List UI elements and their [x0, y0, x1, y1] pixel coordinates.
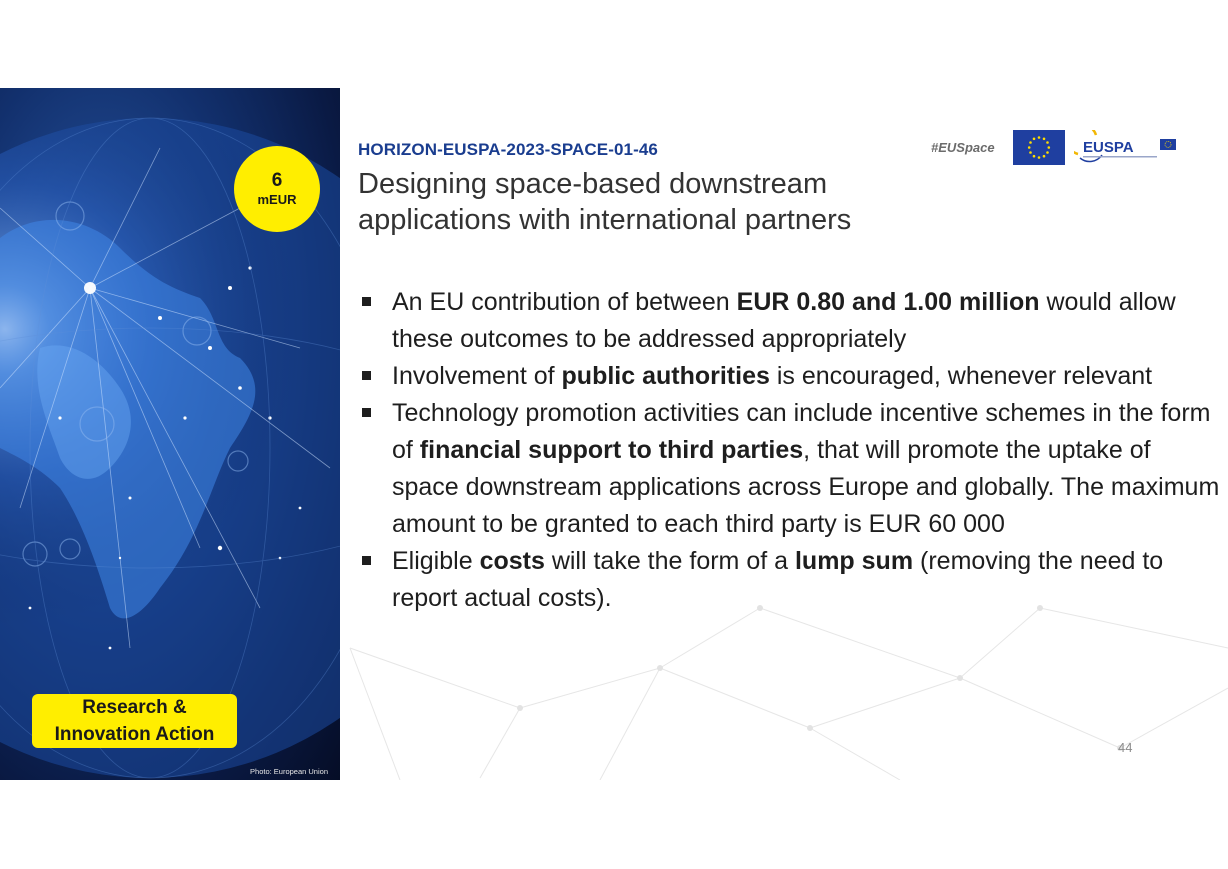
action-type-line2: Innovation Action — [54, 724, 215, 745]
bullet-item: Involvement of public authorities is encouraged, whenever relevant — [358, 358, 1222, 395]
action-type-box — [32, 694, 237, 748]
globe-photo — [0, 88, 340, 780]
call-identifier: HORIZON-EUSPA-2023-SPACE-01-46 — [358, 140, 658, 159]
budget-value: 6 — [271, 170, 283, 191]
bullet-item: Technology promotion activities can include incentive schemes in the form of financial support to third parties, that will promote the uptake of space downstream applications across Europe and globally. The maximum amount to be granted to each third party is EUR 60 000 — [358, 395, 1222, 543]
slide-title: Designing space-based downstream applications with international partners — [358, 168, 852, 236]
bullet-list — [358, 284, 1222, 617]
hashtag: #EUSpace — [931, 140, 995, 155]
budget-badge — [234, 146, 320, 232]
photo-credit: Photo: European Union — [250, 767, 328, 776]
eu-flag-icon — [1013, 130, 1065, 165]
square-bullet-icon — [362, 371, 371, 380]
bullet-item: An EU contribution of between EUR 0.80 and 1.00 million would allow these outcomes to be addressed appropriately — [358, 284, 1222, 358]
action-type-line1: Research & — [82, 697, 187, 718]
square-bullet-icon — [362, 408, 371, 417]
square-bullet-icon — [362, 556, 371, 565]
euspa-logo — [1074, 130, 1178, 166]
page-number: 44 — [1118, 740, 1133, 755]
bullet-item: Eligible costs will take the form of a lump sum (removing the need to report actual costs). — [358, 543, 1222, 617]
budget-unit: mEUR — [257, 192, 297, 207]
square-bullet-icon — [362, 297, 371, 306]
slide — [0, 88, 1228, 780]
euspa-logo-text: EUSPA — [1083, 139, 1134, 156]
